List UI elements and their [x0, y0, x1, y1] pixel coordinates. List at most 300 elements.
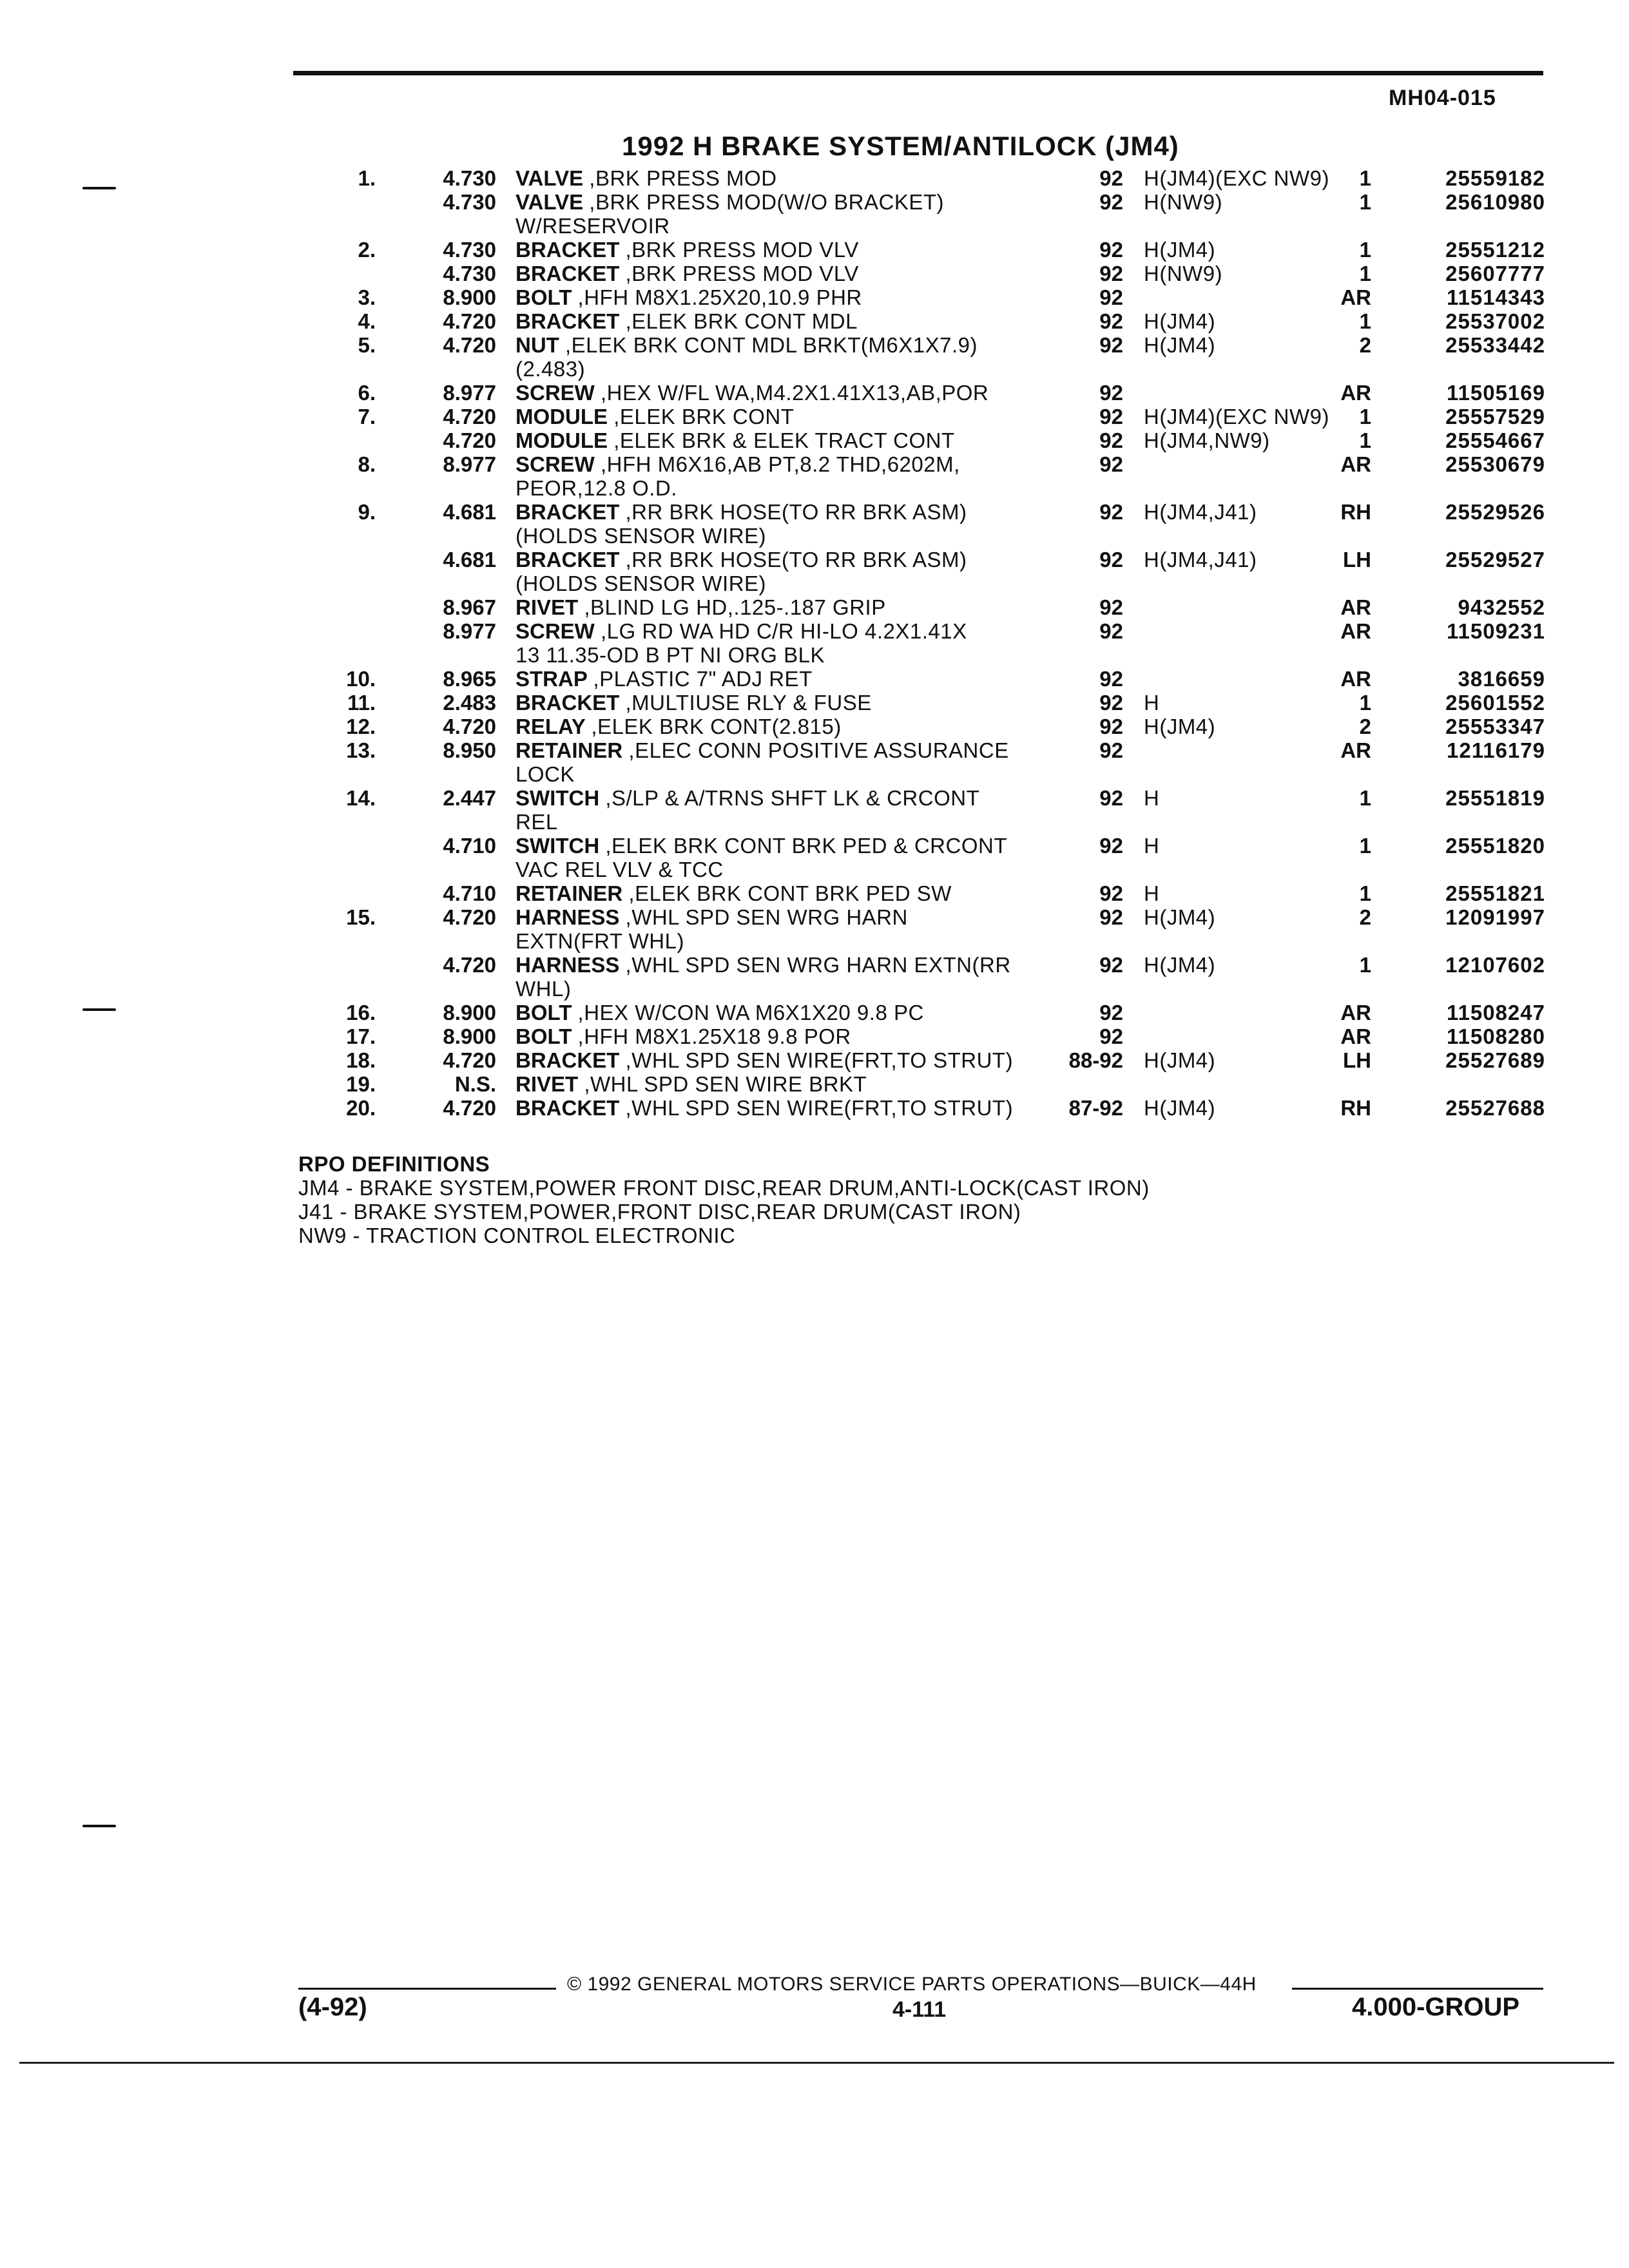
part-detail: ,ELEK BRK CONT(2.815)	[591, 715, 842, 738]
table-row	[0, 977, 1629, 1001]
item-number: 6.	[358, 381, 376, 405]
description	[516, 166, 777, 190]
group-number: 4.720	[443, 1048, 496, 1072]
part-number: 25530679	[1445, 452, 1545, 476]
model-year: 92	[1099, 309, 1123, 333]
table-row	[0, 1001, 1629, 1024]
application: H(JM4)	[1144, 1048, 1216, 1072]
application: H(JM4)(EXC NW9)	[1144, 405, 1329, 428]
model-year: 92	[1099, 405, 1123, 428]
description	[516, 834, 1007, 858]
application: H(JM4,J41)	[1144, 548, 1257, 572]
table-row	[0, 166, 1629, 190]
model-year: 92	[1099, 953, 1123, 977]
model-year: 92	[1099, 381, 1123, 405]
table-row	[0, 262, 1629, 285]
part-detail: ,ELEK BRK CONT	[613, 405, 795, 428]
description	[516, 619, 967, 643]
part-name: BRACKET	[516, 238, 620, 262]
quantity: 1	[1359, 786, 1371, 810]
part-detail: ,HEX W/FL WA,M4.2X1.41X13,AB,POR	[601, 381, 989, 405]
rpo-line: J41 - BRAKE SYSTEM,POWER,FRONT DISC,REAR DRUM(CAST IRON)	[298, 1200, 1021, 1224]
item-number: 19.	[346, 1072, 376, 1096]
table-row	[0, 1024, 1629, 1048]
part-number: 25559182	[1445, 166, 1545, 190]
part-detail: ,WHL SPD SEN WIRE(FRT,TO STRUT)	[625, 1048, 1014, 1072]
quantity: 2	[1359, 715, 1371, 738]
group-number: 4.730	[443, 238, 496, 262]
part-detail: LOCK	[516, 762, 575, 786]
description	[516, 572, 766, 595]
application: H	[1144, 881, 1160, 905]
table-row	[0, 858, 1629, 881]
part-number: 11509231	[1446, 619, 1545, 643]
item-number: 3.	[358, 285, 376, 309]
part-number: 25551820	[1445, 834, 1545, 858]
model-year: 92	[1099, 428, 1123, 452]
table-row	[0, 738, 1629, 762]
quantity: AR	[1340, 1024, 1371, 1048]
model-year: 92	[1099, 881, 1123, 905]
quantity: 1	[1359, 881, 1371, 905]
table-row	[0, 1048, 1629, 1072]
model-year: 92	[1099, 548, 1123, 572]
part-number: 12091997	[1445, 905, 1545, 929]
group-number: 4.730	[443, 262, 496, 285]
group-number: 4.681	[443, 500, 496, 524]
part-number: 25551212	[1445, 238, 1545, 262]
description	[516, 691, 872, 715]
table-row	[0, 309, 1629, 333]
part-number: 11514343	[1446, 285, 1545, 309]
table-row	[0, 524, 1629, 548]
group-number: 4.720	[443, 405, 496, 428]
table-row	[0, 214, 1629, 238]
part-name: RETAINER	[516, 881, 623, 905]
item-number: 20.	[346, 1096, 376, 1120]
revision-date: (4-92)	[298, 1993, 367, 2021]
model-year: 92	[1099, 619, 1123, 643]
part-detail: REL	[516, 810, 558, 834]
part-detail: 13 11.35-OD B PT NI ORG BLK	[516, 643, 825, 667]
part-number: 25527689	[1445, 1048, 1545, 1072]
table-row	[0, 643, 1629, 667]
description	[516, 738, 1009, 762]
part-name: MODULE	[516, 428, 608, 452]
part-detail: ,ELEK BRK CONT MDL BRKT(M6X1X7.9)	[565, 333, 978, 357]
model-year: 92	[1099, 452, 1123, 476]
part-number: 25610980	[1445, 190, 1545, 214]
table-row	[0, 881, 1629, 905]
application: H(JM4)	[1144, 953, 1216, 977]
part-name: BOLT	[516, 285, 572, 309]
description	[516, 1072, 867, 1096]
group-number: 4.720	[443, 953, 496, 977]
part-number: 25553347	[1445, 715, 1545, 738]
description	[516, 929, 684, 953]
group-number: 2.483	[443, 691, 496, 715]
part-detail: ,BLIND LG HD,.125-.187 GRIP	[584, 595, 886, 619]
table-row	[0, 428, 1629, 452]
table-row	[0, 619, 1629, 643]
quantity: AR	[1340, 595, 1371, 619]
quantity: AR	[1340, 1001, 1371, 1024]
group-number: 8.977	[443, 452, 496, 476]
application: H(JM4)	[1144, 333, 1216, 357]
group-number: 8.977	[443, 381, 496, 405]
part-number: 11508280	[1446, 1024, 1545, 1048]
table-row	[0, 834, 1629, 858]
model-year: 92	[1099, 834, 1123, 858]
description	[516, 285, 862, 309]
header-rule	[293, 71, 1543, 75]
group-number: N.S.	[454, 1072, 496, 1096]
part-detail: ,LG RD WA HD C/R HI-LO 4.2X1.41X	[601, 619, 967, 643]
table-row	[0, 405, 1629, 428]
table-row	[0, 572, 1629, 595]
description	[516, 405, 794, 428]
description	[516, 262, 859, 285]
part-name: BRACKET	[516, 1096, 620, 1120]
part-number: 12116179	[1446, 738, 1545, 762]
application: H(NW9)	[1144, 190, 1223, 214]
group-number: 8.967	[443, 595, 496, 619]
application: H(JM4)	[1144, 238, 1216, 262]
table-row	[0, 929, 1629, 953]
quantity: AR	[1340, 619, 1371, 643]
footer-rule-right	[1292, 1988, 1543, 1990]
quantity: 1	[1359, 166, 1371, 190]
group-number: 8.950	[443, 738, 496, 762]
description	[516, 238, 859, 262]
description	[516, 953, 1011, 977]
part-name: SCREW	[516, 381, 595, 405]
table-row	[0, 452, 1629, 476]
model-year: 92	[1099, 595, 1123, 619]
part-name: BOLT	[516, 1024, 572, 1048]
model-year: 92	[1099, 1001, 1123, 1024]
table-row	[0, 285, 1629, 309]
model-year: 92	[1099, 190, 1123, 214]
description	[516, 428, 955, 452]
page-title: 1992 H BRAKE SYSTEM/ANTILOCK (JM4)	[622, 131, 1179, 161]
application: H(JM4)	[1144, 309, 1216, 333]
table-row	[0, 953, 1629, 977]
table-row	[0, 500, 1629, 524]
part-detail: ,S/LP & A/TRNS SHFT LK & CRCONT	[605, 786, 980, 810]
part-detail: ,ELEK BRK CONT MDL	[625, 309, 858, 333]
part-number: 25529526	[1445, 500, 1545, 524]
item-number: 5.	[358, 333, 376, 357]
item-number: 4.	[358, 309, 376, 333]
part-number: 25551819	[1445, 786, 1545, 810]
part-number: 25537002	[1445, 309, 1545, 333]
part-number: 3816659	[1458, 667, 1545, 691]
model-year: 92	[1099, 238, 1123, 262]
application: H(JM4)	[1144, 905, 1216, 929]
item-number: 13.	[346, 738, 376, 762]
item-number: 1.	[358, 166, 376, 190]
group-label: 4.000-GROUP	[1352, 1993, 1520, 2021]
application: H(JM4,J41)	[1144, 500, 1257, 524]
part-name: VALVE	[516, 190, 584, 214]
part-name: BRACKET	[516, 309, 620, 333]
part-detail: (HOLDS SENSOR WIRE)	[516, 524, 767, 548]
punch-mark	[82, 187, 116, 189]
item-number: 2.	[358, 238, 376, 262]
quantity: 1	[1359, 691, 1371, 715]
quantity: 1	[1359, 262, 1371, 285]
punch-mark	[82, 1008, 116, 1011]
description	[516, 977, 571, 1001]
part-detail: ,MULTIUSE RLY & FUSE	[625, 691, 872, 715]
part-detail: ,ELEK BRK CONT BRK PED & CRCONT	[605, 834, 1008, 858]
application: H(NW9)	[1144, 262, 1223, 285]
model-year: 92	[1099, 262, 1123, 285]
parts-list	[0, 166, 1629, 1120]
model-year: 88-92	[1068, 1048, 1123, 1072]
description	[516, 905, 908, 929]
item-number: 15.	[346, 905, 376, 929]
table-row	[0, 691, 1629, 715]
group-number: 8.900	[443, 285, 496, 309]
model-year: 92	[1099, 500, 1123, 524]
part-name: BRACKET	[516, 262, 620, 285]
part-name: VALVE	[516, 166, 584, 190]
part-number: 11508247	[1446, 1001, 1545, 1024]
footer-rule-left	[298, 1988, 556, 1990]
application: H(JM4,NW9)	[1144, 428, 1270, 452]
quantity: AR	[1340, 452, 1371, 476]
description	[516, 548, 967, 572]
description	[516, 1096, 1013, 1120]
table-row	[0, 595, 1629, 619]
quantity: RH	[1340, 500, 1371, 524]
quantity: 2	[1359, 905, 1371, 929]
copyright: © 1992 GENERAL MOTORS SERVICE PARTS OPERATIONS—BUICK—44H	[567, 1974, 1257, 1995]
item-number: 18.	[346, 1048, 376, 1072]
quantity: 1	[1359, 405, 1371, 428]
description	[516, 762, 575, 786]
part-name: RIVET	[516, 1072, 579, 1096]
model-year: 92	[1099, 333, 1123, 357]
part-detail: ,HFH M6X16,AB PT,8.2 THD,6202M,	[601, 452, 960, 476]
part-number: 25527688	[1445, 1096, 1545, 1120]
item-number: 11.	[347, 691, 376, 715]
part-number: 25554667	[1445, 428, 1545, 452]
table-row	[0, 190, 1629, 214]
group-number: 4.720	[443, 309, 496, 333]
part-detail: ,BRK PRESS MOD VLV	[625, 238, 859, 262]
group-number: 4.720	[443, 333, 496, 357]
part-name: RETAINER	[516, 738, 623, 762]
part-detail: ,ELEK BRK CONT BRK PED SW	[628, 881, 952, 905]
table-row	[0, 810, 1629, 834]
part-name: STRAP	[516, 667, 588, 691]
group-number: 8.965	[443, 667, 496, 691]
quantity: 1	[1359, 428, 1371, 452]
part-detail: (HOLDS SENSOR WIRE)	[516, 572, 767, 595]
table-row	[0, 1072, 1629, 1096]
part-name: BRACKET	[516, 548, 620, 572]
part-detail: ,RR BRK HOSE(TO RR BRK ASM)	[625, 548, 967, 572]
part-name: HARNESS	[516, 905, 620, 929]
part-number: 9432552	[1458, 595, 1545, 619]
table-row	[0, 238, 1629, 262]
group-number: 4.730	[443, 190, 496, 214]
group-number: 4.730	[443, 166, 496, 190]
part-name: BRACKET	[516, 1048, 620, 1072]
part-name: RIVET	[516, 595, 579, 619]
part-detail: ,HEX W/CON WA M6X1X20 9.8 PC	[577, 1001, 924, 1024]
table-row	[0, 786, 1629, 810]
part-number: 25551821	[1445, 881, 1545, 905]
description	[516, 643, 825, 667]
part-detail: ,WHL SPD SEN WRG HARN EXTN(RR	[625, 953, 1011, 977]
quantity: 1	[1359, 190, 1371, 214]
model-year: 92	[1099, 166, 1123, 190]
description	[516, 858, 724, 881]
part-number: 25601552	[1445, 691, 1545, 715]
item-number: 8.	[358, 452, 376, 476]
group-number: 4.681	[443, 548, 496, 572]
description	[516, 1048, 1013, 1072]
part-name: HARNESS	[516, 953, 620, 977]
item-number: 12.	[346, 715, 376, 738]
part-name: SCREW	[516, 619, 595, 643]
page-bottom-rule	[19, 2062, 1614, 2064]
group-number: 8.977	[443, 619, 496, 643]
part-name: MODULE	[516, 405, 608, 428]
description	[516, 786, 979, 810]
group-number: 8.900	[443, 1001, 496, 1024]
part-detail: ,PLASTIC 7" ADJ RET	[593, 667, 813, 691]
description	[516, 500, 967, 524]
item-number: 16.	[346, 1001, 376, 1024]
table-row	[0, 357, 1629, 381]
part-detail: ,ELEK BRK & ELEK TRACT CONT	[613, 428, 955, 452]
application: H(JM4)	[1144, 1096, 1216, 1120]
part-detail: ,BRK PRESS MOD(W/O BRACKET)	[589, 190, 945, 214]
rpo-heading: RPO DEFINITIONS	[298, 1152, 490, 1176]
part-name: SWITCH	[516, 834, 600, 858]
quantity: 1	[1359, 238, 1371, 262]
quantity: 1	[1359, 953, 1371, 977]
group-number: 4.720	[443, 428, 496, 452]
quantity: 2	[1359, 333, 1371, 357]
rpo-definitions	[298, 1152, 1150, 1247]
description	[516, 309, 858, 333]
part-name: BRACKET	[516, 691, 620, 715]
description	[516, 1024, 851, 1048]
application: H	[1144, 834, 1160, 858]
model-year: 87-92	[1068, 1096, 1123, 1120]
quantity: AR	[1340, 285, 1371, 309]
description	[516, 667, 813, 691]
part-detail: (2.483)	[516, 357, 586, 381]
part-detail: W/RESERVOIR	[516, 214, 670, 238]
part-number: 11505169	[1446, 381, 1545, 405]
quantity: RH	[1340, 1096, 1371, 1120]
description	[516, 715, 842, 738]
quantity: AR	[1340, 738, 1371, 762]
part-number: 25607777	[1445, 262, 1545, 285]
item-number: 17.	[346, 1024, 376, 1048]
group-number: 4.720	[443, 905, 496, 929]
part-detail: ,BRK PRESS MOD	[589, 166, 777, 190]
part-detail: WHL)	[516, 977, 572, 1001]
rpo-line: NW9 - TRACTION CONTROL ELECTRONIC	[298, 1224, 736, 1247]
model-year: 92	[1099, 786, 1123, 810]
table-row	[0, 381, 1629, 405]
table-row	[0, 762, 1629, 786]
part-detail: ,BRK PRESS MOD VLV	[625, 262, 859, 285]
group-number: 4.710	[443, 834, 496, 858]
table-row	[0, 548, 1629, 572]
part-number: 25529527	[1445, 548, 1545, 572]
description	[516, 524, 766, 548]
description	[516, 357, 585, 381]
item-number: 7.	[358, 405, 376, 428]
rpo-line: JM4 - BRAKE SYSTEM,POWER FRONT DISC,REAR DRUM,ANTI-LOCK(CAST IRON)	[298, 1176, 1150, 1200]
model-year: 92	[1099, 715, 1123, 738]
description	[516, 1001, 924, 1024]
quantity: LH	[1343, 1048, 1371, 1072]
quantity: 1	[1359, 309, 1371, 333]
quantity: 1	[1359, 834, 1371, 858]
part-detail: ,HFH M8X1.25X18 9.8 POR	[577, 1024, 851, 1048]
part-number: 12107602	[1445, 953, 1545, 977]
description	[516, 881, 952, 905]
part-name: BRACKET	[516, 500, 620, 524]
application: H	[1144, 691, 1160, 715]
description	[516, 214, 670, 238]
page-id: MH04-015	[1389, 86, 1496, 110]
table-row	[0, 476, 1629, 500]
description	[516, 476, 677, 500]
description	[516, 381, 988, 405]
part-detail: ,HFH M8X1.25X20,10.9 PHR	[577, 285, 862, 309]
part-name: SWITCH	[516, 786, 600, 810]
part-detail: EXTN(FRT WHL)	[516, 929, 684, 953]
part-detail: ,WHL SPD SEN WRG HARN	[625, 905, 908, 929]
model-year: 92	[1099, 738, 1123, 762]
description	[516, 810, 558, 834]
model-year: 92	[1099, 1024, 1123, 1048]
description	[516, 333, 978, 357]
group-number: 8.900	[443, 1024, 496, 1048]
part-detail: ,WHL SPD SEN WIRE BRKT	[584, 1072, 867, 1096]
part-detail: ,WHL SPD SEN WIRE(FRT,TO STRUT)	[625, 1096, 1014, 1120]
part-number: 25533442	[1445, 333, 1545, 357]
model-year: 92	[1099, 691, 1123, 715]
quantity: LH	[1343, 548, 1371, 572]
description	[516, 452, 960, 476]
table-row	[0, 715, 1629, 738]
table-row	[0, 667, 1629, 691]
item-number: 9.	[358, 500, 376, 524]
part-detail: ,RR BRK HOSE(TO RR BRK ASM)	[625, 500, 967, 524]
page-number: 4-111	[892, 1997, 947, 2022]
application: H(JM4)(EXC NW9)	[1144, 166, 1329, 190]
part-number: 25557529	[1445, 405, 1545, 428]
model-year: 92	[1099, 905, 1123, 929]
table-row	[0, 905, 1629, 929]
punch-mark	[82, 1825, 116, 1827]
item-number: 14.	[346, 786, 376, 810]
part-name: NUT	[516, 333, 559, 357]
application: H	[1144, 786, 1160, 810]
